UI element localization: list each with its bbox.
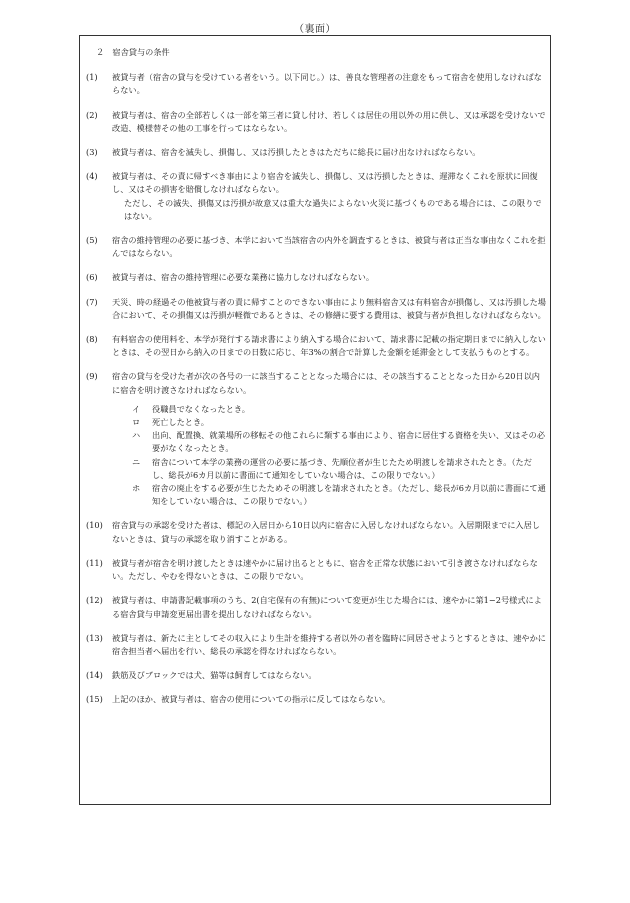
document-content (88, 46, 546, 718)
clause-item (88, 669, 546, 682)
subitem-mark: ハ (132, 430, 141, 441)
clause-number: (15) (86, 694, 103, 705)
clause-item (88, 296, 546, 322)
subitem (100, 429, 546, 455)
clause-text: 被貸与者は、宿舎の全部若しくは一部を第三者に貸し付け、若しくは居住の用以外の用に供し、又は承認を受けないで改造、模様替その他の工事を行ってはならない。 (112, 109, 546, 133)
clause-number: (1) (86, 72, 98, 83)
clause-item (88, 693, 546, 706)
subitem (100, 416, 546, 429)
clause-text: 鉄筋及びブロックでは犬、猫等は飼育してはならない。 (112, 670, 317, 681)
subitem-mark: イ (132, 403, 141, 414)
subitem-mark: ロ (132, 417, 141, 428)
subitem (100, 482, 546, 508)
clause-number: (12) (86, 595, 103, 606)
clause-number: (9) (86, 371, 98, 382)
clause-item (88, 71, 546, 97)
clause-number: (3) (86, 147, 98, 158)
subitem-text: 宿舎について本学の業務の運営の必要に基づき、先順位者が生じたため明渡しを請求されたとき。（ただし、総長が6カ月以前に書面にて通知をしていない場合は、この限りでない。） (152, 456, 532, 480)
section-heading: ２ 宿舎貸与の条件 (96, 47, 170, 57)
clause-item (88, 271, 546, 284)
clause-text: 被貸与者は、新たに主としてその収入により生計を維持する者以外の者を臨時に同居させようとするときは、速やかに宿舎担当者へ届出を行い、総長の承認を得なければならない。 (112, 632, 546, 656)
clause-text: 有料宿舎の使用料を、本学が発行する請求書により納入する場合において、請求書に記載の指定期日までに納入しないときは、その翌日から納入の日までの日数に応じ、年3%の割合で計算した金額を延滞金として支払うものとする。 (112, 334, 546, 358)
clause-number: (14) (86, 670, 103, 681)
clause-number: (11) (86, 557, 103, 568)
clause-item (88, 333, 546, 359)
subitem-text: 役職員でなくなったとき。 (152, 403, 250, 414)
clause-item (88, 146, 546, 159)
clause-number: (7) (86, 296, 98, 307)
clause-text: 宿舎の維持管理の必要に基づき、本学において当該宿舎の内外を調査するときは、被貸与者は正当な事由なくこれを拒んではならない。 (112, 235, 546, 259)
clause-number: (2) (86, 109, 98, 120)
clause-text: 被貸与者（宿舎の貸与を受けている者をいう。以下同じ。）は、善良な管理者の注意をもって宿舎を使用しなければならない。 (112, 72, 542, 96)
clause-number: (6) (86, 272, 98, 283)
clause-item (88, 170, 546, 223)
clause-text: 上記のほか、被貸与者は、宿舎の使用についての指示に反してはならない。 (112, 694, 391, 705)
clause-item (88, 632, 546, 658)
subitem-text: 宿舎の廃止をする必要が生じたためその明渡しを請求されたとき。（ただし、総長が6カ月以前に書面にて通知をしていない場合は、この限りでない。） (152, 483, 546, 507)
page-label: （裏面） (294, 24, 336, 35)
subitem-mark: ニ (132, 456, 141, 467)
clause-number: (5) (86, 235, 98, 246)
clause-text: 被貸与者は、宿舎の維持管理に必要な業務に協力しなければならない。 (112, 272, 375, 283)
clause-proviso: ただし、その滅失、損傷又は汚損が故意又は重大な過失によらない火災に基づくものである場合には、この限りではない。 (124, 197, 542, 221)
clause-list (88, 71, 546, 706)
clause-item (88, 519, 546, 545)
clause-text: 被貸与者は、その責に帰すべき事由により宿舎を滅失し、損傷し、又は汚損したときは、遅滞なくこれを原状に回復し、又はその損害を賠償しなければならない。 (112, 171, 538, 195)
clause-number: (4) (86, 171, 98, 182)
subitem-mark: ホ (132, 483, 141, 494)
clause-item (88, 370, 546, 508)
clause-number: (10) (86, 520, 103, 531)
clause-text: 被貸与者は、申請書記載事項のうち、2(自宅保有の有無)について変更が生じた場合には、速やかに第1−2号様式による宿舎貸与申請変更届出書を提出しなければならない。 (112, 595, 542, 619)
clause-text: 宿舎貸与の承認を受けた者は、標記の入居日から10日以内に宿舎に入居しなければならない。入居期限までに入居しないときは、貸与の承認を取り消すことがある。 (112, 520, 540, 544)
clause-item (88, 594, 546, 620)
subitem-text: 出向、配置換、就業場所の移転その他これらに類する事由により、宿舎に居住する資格を失い、又はその必要がなくなったとき。 (152, 430, 546, 454)
clause-number: (8) (86, 334, 98, 345)
subitem (100, 456, 546, 482)
clause-item (88, 557, 546, 583)
subitem (100, 403, 546, 416)
clause-text: 宿舎の貸与を受けた者が次の各号の一に該当することとなった場合には、その該当することとなった日から20日以内に宿舎を明け渡さなければならない。 (112, 371, 540, 395)
clause-item (88, 234, 546, 260)
clause-text: 被貸与者は、宿舎を滅失し、損傷し、又は汚損したときはただちに総長に届け出なければならない。 (112, 147, 481, 158)
clause-number: (13) (86, 632, 103, 643)
subitem-text: 死亡したとき。 (152, 417, 209, 428)
subitem-list (100, 403, 546, 509)
clause-item (88, 109, 546, 135)
clause-text: 被貸与者が宿舎を明け渡したときは速やかに届け出るとともに、宿舎を正常な状態において引き渡さなければならない。ただし、やむを得ないときは、この限りでない。 (112, 557, 538, 582)
clause-text: 天災、時の経過その他被貸与者の責に帰すことのできない事由により無料宿舎又は有料宿舎が損傷し、又は汚損した場合において、その損傷又は汚損が軽微であるときは、その修繕に要する費用は、被貸与者が負担しなければならない。 (112, 296, 546, 320)
